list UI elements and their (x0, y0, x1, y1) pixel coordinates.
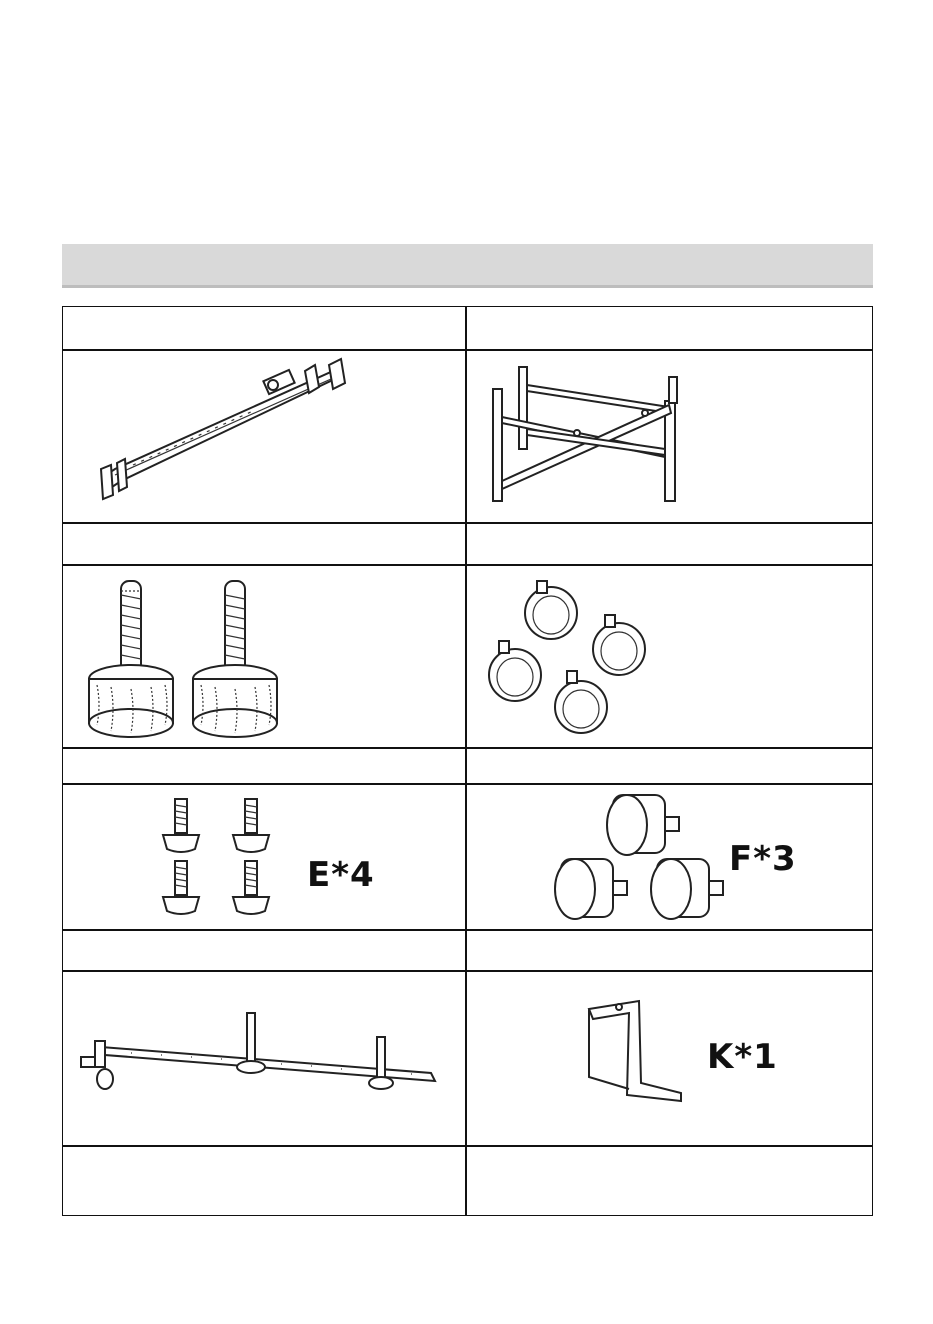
row-divider (63, 564, 872, 566)
knobs-f-part-illustration (551, 785, 751, 931)
row-divider (63, 522, 872, 524)
bolts-e-part-illustration (155, 795, 285, 919)
caster-wheels-part-illustration (481, 575, 671, 745)
part-e-quantity-label: E*4 (307, 855, 375, 895)
parts-table (62, 306, 873, 1216)
row-divider (63, 970, 872, 972)
column-divider (465, 307, 467, 1215)
leveling-feet-part-illustration (77, 575, 307, 745)
part-k-quantity-label: K*1 (707, 1037, 778, 1077)
row-divider (63, 349, 872, 351)
leg-frame-part-illustration (485, 359, 695, 509)
crossbar-part-illustration (93, 357, 363, 507)
row-divider (63, 1145, 872, 1147)
part-f-quantity-label: F*3 (729, 839, 797, 879)
row-divider (63, 747, 872, 749)
section-header-band (62, 244, 873, 288)
hook-k-part-illustration (569, 997, 709, 1117)
bracket-screws-part-illustration (71, 1007, 451, 1107)
